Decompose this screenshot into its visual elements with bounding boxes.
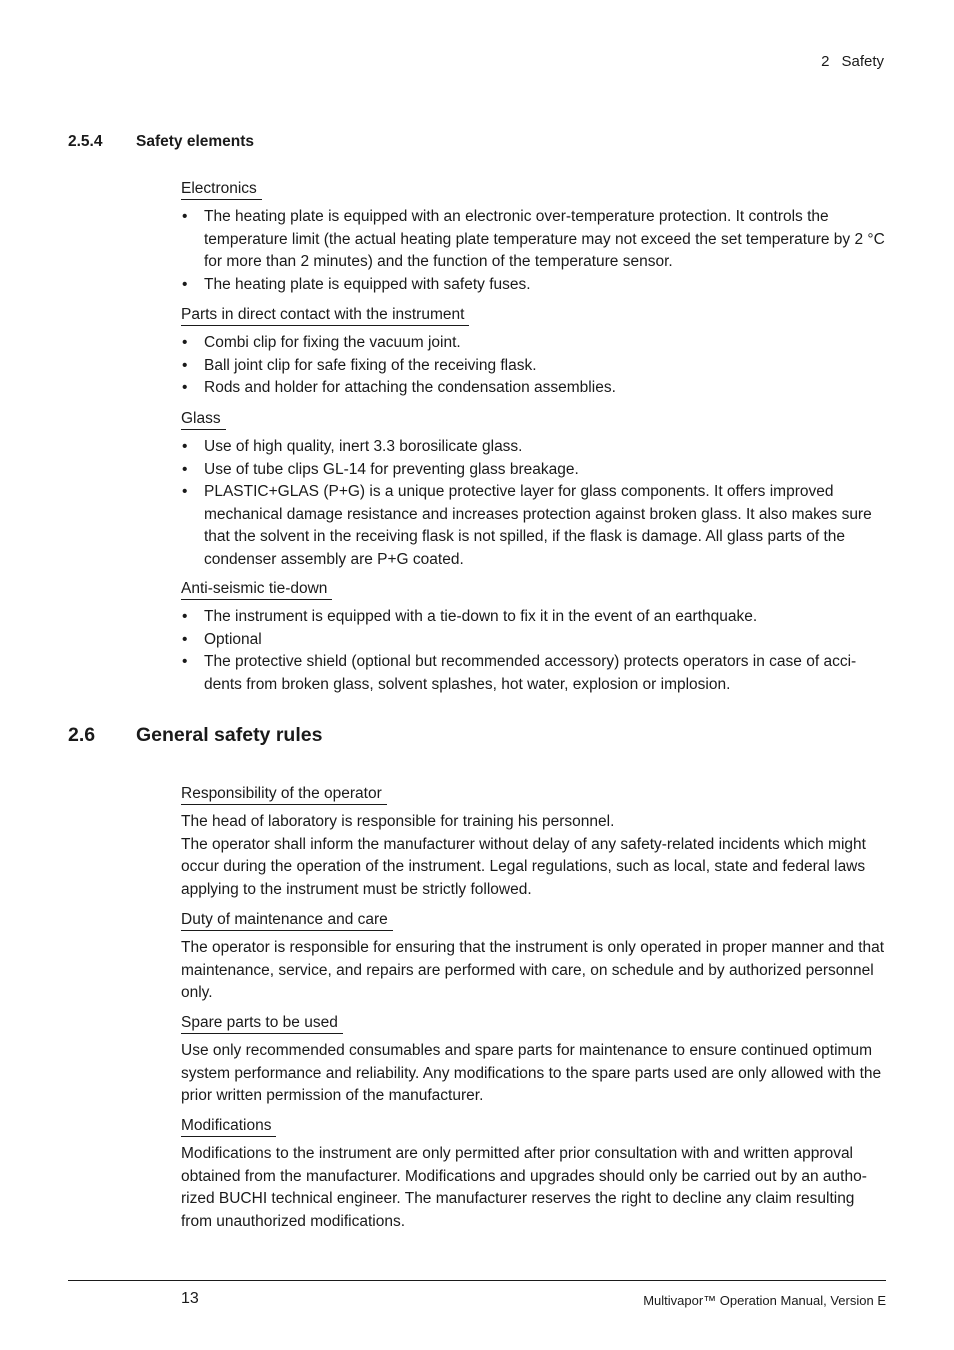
paragraph: The operator shall inform the manufacturer without delay of any safety-related incidents which might occur during the operation of the instrument. Legal regulations, such as local, state and federal laws applying to the instrument must be strictly followed.: [181, 835, 866, 898]
paragraph: Modifications to the instrument are only permitted after prior consultation with and written approval obtained from the manufacturer. Modifications and upgrades should only be carried out by an autho-rized BUCHI technical engineer. The manufacturer reserves the right to decline any claim resulting from unauthorized modifications.: [181, 1145, 867, 1230]
paragraph: The operator is responsible for ensuring that the instrument is only operated in proper manner and that maintenance, service, and repairs are performed with care, on schedule and by authorized personnel only.: [181, 939, 885, 1001]
subheading: Modifications: [181, 1116, 276, 1137]
group-glass: [181, 408, 887, 571]
subheading: Responsibility of the operator: [181, 784, 387, 805]
bullet-list: [181, 206, 887, 296]
document-title: Multivapor™ Operation Manual, Version E: [643, 1293, 886, 1308]
page-number: 13: [181, 1290, 199, 1307]
subheading: Spare parts to be used: [181, 1013, 343, 1034]
section-number: 2.6: [68, 724, 96, 746]
group-parts-in-contact: [181, 304, 887, 400]
chapter-number: 2: [821, 53, 830, 70]
list-item: • Rods and holder for attaching the condensation assemblies.: [181, 377, 887, 400]
footer-rule: [68, 1280, 886, 1281]
subheading: Anti-seismic tie-down: [181, 579, 332, 600]
subheading: Duty of maintenance and care: [181, 910, 393, 931]
list-item: • The heating plate is equipped with safety fuses.: [181, 274, 887, 297]
section-title: General safety rules: [136, 724, 323, 746]
section-heading-2-5-4: [68, 133, 254, 151]
list-item: • Use of high quality, inert 3.3 borosilicate glass.: [181, 436, 887, 459]
chapter-title: Safety: [841, 53, 884, 70]
list-item: • The instrument is equipped with a tie-down to fix it in the event of an earthquake.: [181, 606, 887, 629]
subheading: Parts in direct contact with the instrument: [181, 305, 469, 326]
section-heading-2-6: [68, 724, 322, 747]
block-spare-parts: [181, 1012, 887, 1108]
list-item: • Combi clip for fixing the vacuum joint.: [181, 332, 887, 355]
subheading: Electronics: [181, 179, 262, 200]
paragraph: The head of laboratory is responsible for training his personnel.: [181, 813, 615, 830]
block-maintenance: [181, 909, 887, 1005]
bullet-list: [181, 436, 887, 571]
list-item: • Use of tube clips GL-14 for preventing glass breakage.: [181, 459, 887, 482]
list-item: • Ball joint clip for safe fixing of the receiving flask.: [181, 355, 887, 378]
section-title: Safety elements: [136, 133, 255, 150]
list-item: • The protective shield (optional but recommended accessory) protects operators in case of acci-dents from broken glass, solvent splashes, hot water, explosion or implosion.: [181, 651, 887, 696]
bullet-list: [181, 332, 887, 400]
running-header: [821, 53, 884, 70]
block-responsibility: [181, 783, 887, 901]
paragraph: Use only recommended consumables and spare parts for maintenance to ensure continued optimum system performance and reliability. Any modifications to the spare parts used are only allowed with the prior written permission of the manufacturer.: [181, 1042, 882, 1104]
group-electronics: [181, 178, 887, 296]
list-item: • Optional: [181, 629, 887, 652]
list-item: • PLASTIC+GLAS (P+G) is a unique protective layer for glass components. It offers improved mechanical damage resistance and increases protection against broken glass. It also makes sure that the solvent in the receiving flask is not spilled, if the flask is damage. All glass parts of the condenser assembly are P+G coated.: [181, 481, 887, 571]
group-anti-seismic: [181, 578, 887, 696]
subheading: Glass: [181, 409, 226, 430]
section-number: 2.5.4: [68, 133, 103, 150]
bullet-list: [181, 606, 887, 696]
list-item: • The heating plate is equipped with an electronic over-temperature protection. It controls the temperature limit (the actual heating plate temperature may not exceed the set temperature by 2 °C for more than 2 minutes) and the function of the temperature sensor.: [181, 206, 887, 274]
block-modifications: [181, 1115, 887, 1233]
